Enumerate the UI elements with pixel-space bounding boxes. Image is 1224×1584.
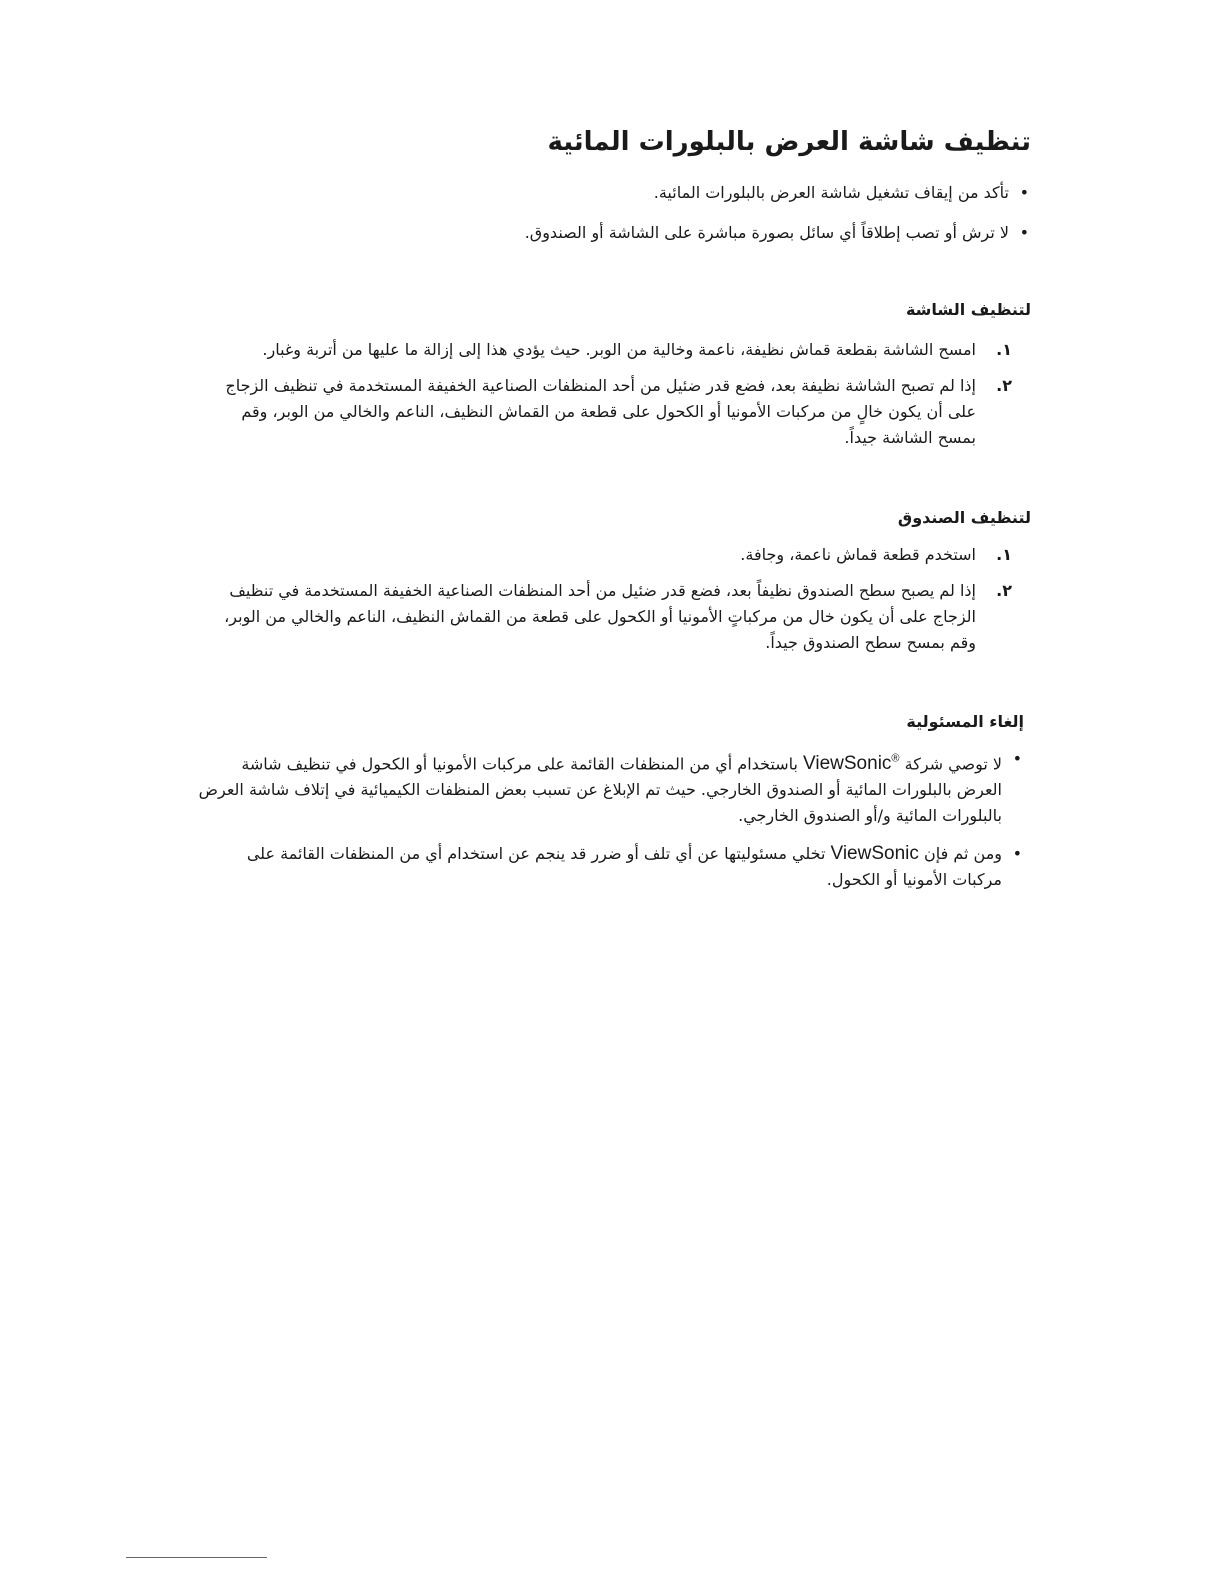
bullet-icon: • xyxy=(1019,223,1029,242)
step-number: ٢. xyxy=(996,376,1012,395)
disclaimer-heading: إلغاء المسئولية xyxy=(906,712,1024,731)
disclaimer-prefix: ومن ثم فإن xyxy=(923,844,1002,864)
bullet-icon: • xyxy=(1019,183,1029,202)
bullet-icon: • xyxy=(1012,844,1022,864)
list-item xyxy=(202,542,1012,568)
list-item xyxy=(202,337,1012,363)
bullet-icon: • xyxy=(1012,749,1022,768)
intro-bullet-list xyxy=(191,180,1031,260)
step-text: إذا لم تصبح الشاشة نظيفة بعد، فضع قدر ضئيل من أحد المنظفات الصناعية الخفيفة المستخدمة في تنظيف الزجاج على أن يكون خالٍ من مركبات الأمونيا أو الكحول على قطعة من القماش النظيف، الناعم والخالي من الوبر، وقم بمسح الشاشة جيداً. xyxy=(225,376,976,447)
list-item xyxy=(191,220,1031,246)
disclaimer-text: تخلي مسئوليتها عن أي تلف أو ضرر قد ينجم عن استخدام أي من المنظفات القائمة على مركبات الأمونيا أو الكحول. xyxy=(246,844,1002,890)
page-title: تنظيف شاشة العرض بالبلورات المائية xyxy=(547,127,1031,157)
list-item xyxy=(194,746,1024,829)
case-section-heading: لتنظيف الصندوق xyxy=(897,508,1031,527)
intro-bullet-text: تأكد من إيقاف تشغيل شاشة العرض بالبلورات المائية. xyxy=(653,183,1009,202)
step-number: ١. xyxy=(996,340,1012,359)
disclaimer-prefix: لا توصي شركة xyxy=(904,754,1002,774)
list-item xyxy=(202,373,1012,451)
list-item xyxy=(202,578,1012,656)
list-item xyxy=(191,180,1031,206)
step-number: ٢. xyxy=(996,581,1012,600)
intro-bullet-text: لا ترش أو تصب إطلاقاً أي سائل بصورة مباشرة على الشاشة أو الصندوق. xyxy=(524,223,1009,242)
brand-text: ViewSonic xyxy=(803,753,892,775)
case-steps-list xyxy=(202,542,1012,666)
step-text: استخدم قطعة قماش ناعمة، وجافة. xyxy=(740,545,976,564)
screen-steps-list xyxy=(202,337,1012,461)
disclaimer-list xyxy=(194,746,1024,905)
brand-name xyxy=(803,753,899,774)
list-item xyxy=(194,841,1024,893)
step-text: إذا لم يصبح سطح الصندوق نظيفاً بعد، فضع قدر ضئيل من أحد المنظفات الصناعية الخفيفة المستخدمة في تنظيف الزجاج على أن يكون خال من مركباتٍ الأمونيا أو الكحول على قطعة من القماش النظيف، الناعم والخالي من الوبر، وقم بمسح سطح الصندوق جيداً. xyxy=(224,581,976,652)
step-number: ١. xyxy=(996,545,1012,564)
step-text: امسح الشاشة بقطعة قماش نظيفة، ناعمة وخالية من الوبر. حيث يؤدي هذا إلى إزالة ما عليها من أتربة وغبار. xyxy=(262,340,976,359)
registered-mark: ® xyxy=(891,753,900,765)
disclaimer-text: باستخدام أي من المنظفات القائمة على مركبات الأمونيا أو الكحول في تنظيف شاشة العرض بالبلورات المائية أو الصندوق الخارجي. حيث تم الإبلاغ عن تسبب بعض المنظفات الكيميائية في إتلاف شاشة العرض بالبلورات المائية و/أو الصندوق الخارجي. xyxy=(198,754,1002,826)
footnote-divider xyxy=(126,1557,267,1558)
screen-section-heading: لتنظيف الشاشة xyxy=(905,300,1031,319)
brand-name: ViewSonic xyxy=(830,843,919,865)
